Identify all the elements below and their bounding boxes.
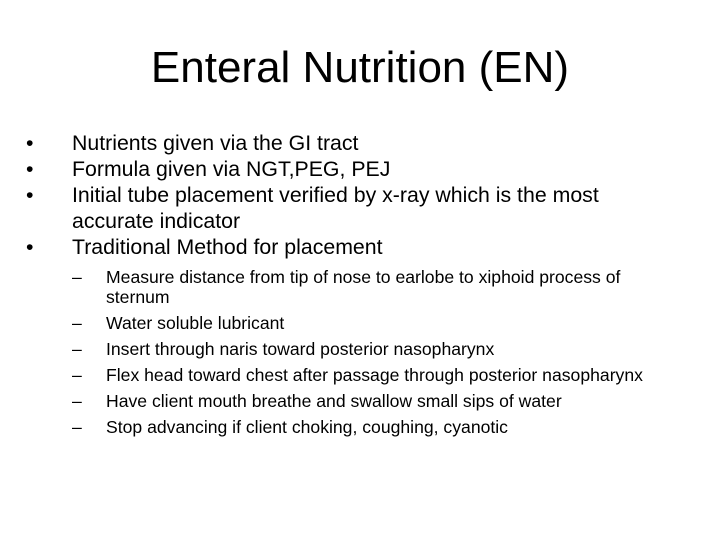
sub-bullet-text: Water soluble lubricant — [106, 313, 285, 333]
bullet-item — [26, 182, 686, 234]
sub-bullet-item — [72, 267, 672, 307]
bullet-item — [26, 234, 686, 437]
bullet-marker: • — [26, 183, 34, 207]
sub-bullet-text: Have client mouth breathe and swallow small sips of water — [106, 391, 562, 411]
sub-bullet-marker: – — [72, 267, 82, 287]
bullet-text: Nutrients given via the GI tract — [72, 131, 359, 155]
sub-bullet-text: Insert through naris toward posterior nasopharynx — [106, 339, 495, 359]
sub-bullet-text: Measure distance from tip of nose to earlobe to xiphoid process of sternum — [106, 267, 621, 307]
sub-bullet-marker: – — [72, 339, 82, 359]
sub-bullet-item — [72, 391, 672, 411]
bullet-list — [26, 130, 686, 443]
sub-bullet-marker: – — [72, 391, 82, 411]
bullet-marker: • — [26, 131, 34, 155]
bullet-text: Traditional Method for placement — [72, 235, 383, 259]
sub-bullet-item — [72, 365, 672, 385]
bullet-item — [26, 130, 686, 156]
slide-title: Enteral Nutrition (EN) — [150, 43, 570, 92]
sub-bullet-item — [72, 339, 672, 359]
bullet-marker: • — [26, 235, 34, 259]
sub-bullet-marker: – — [72, 365, 82, 385]
sub-bullet-text: Stop advancing if client choking, coughing, cyanotic — [106, 417, 508, 437]
sub-bullet-marker: – — [72, 417, 82, 437]
sub-bullet-text: Flex head toward chest after passage through posterior nasopharynx — [106, 365, 643, 385]
sub-bullet-item — [72, 313, 672, 333]
bullet-text: Initial tube placement verified by x-ray which is the most accurate indicator — [72, 183, 599, 233]
sub-bullet-list — [72, 267, 672, 437]
bullet-item — [26, 156, 686, 182]
bullet-marker: • — [26, 157, 34, 181]
sub-bullet-item — [72, 417, 672, 437]
sub-bullet-marker: – — [72, 313, 82, 333]
bullet-text: Formula given via NGT,PEG, PEJ — [72, 157, 391, 181]
